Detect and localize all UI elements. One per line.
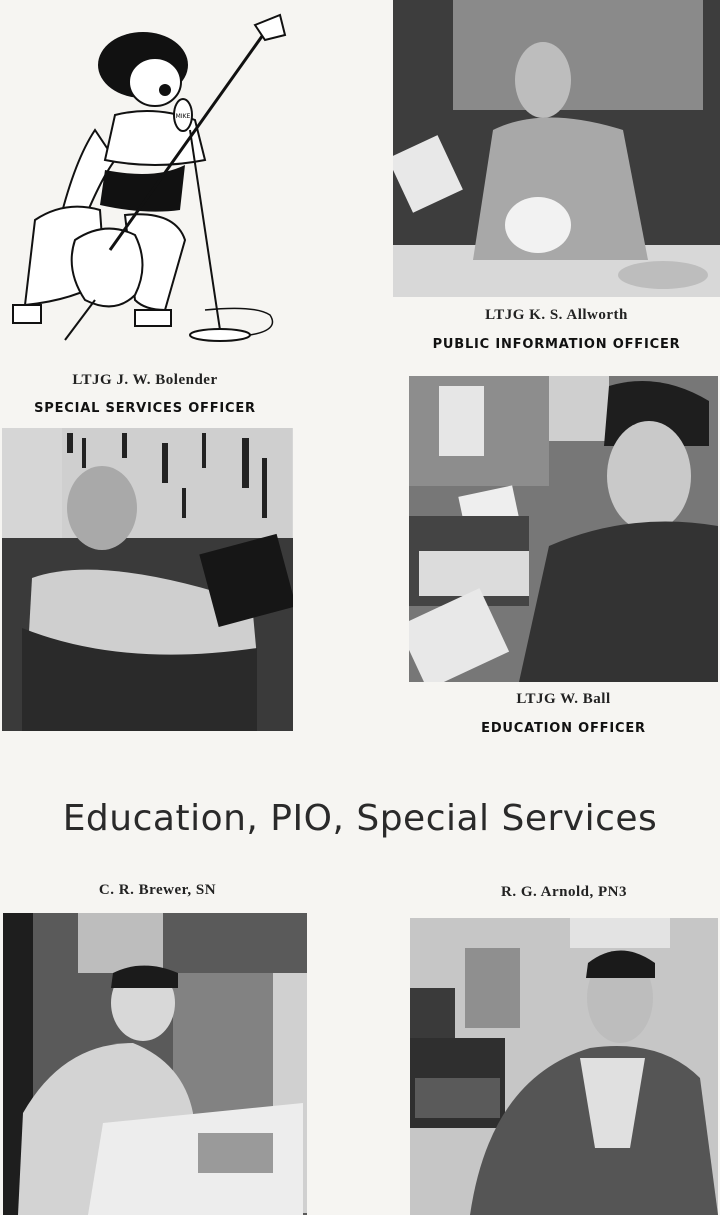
cartoon-singer-svg <box>5 10 295 345</box>
officer-name-ball: LTJG W. Ball <box>516 691 611 707</box>
photo-ball <box>409 376 718 682</box>
officer-name-bolender: LTJG J. W. Bolender <box>72 372 218 388</box>
officer-title-ball: EDUCATION OFFICER <box>481 721 646 736</box>
cartoon-singer-illustration <box>5 10 295 345</box>
photo-arnold <box>410 918 718 1215</box>
photo-bolender <box>2 428 293 731</box>
officer-name-allworth: LTJG K. S. Allworth <box>485 307 628 323</box>
officer-title-allworth: PUBLIC INFORMATION OFFICER <box>432 337 681 352</box>
page-heading: Education, PIO, Special Services <box>62 798 658 839</box>
officer-title-bolender: SPECIAL SERVICES OFFICER <box>34 401 256 416</box>
enlisted-name-brewer: C. R. Brewer, SN <box>98 882 217 898</box>
photo-brewer <box>3 913 307 1215</box>
enlisted-name-arnold: R. G. Arnold, PN3 <box>500 884 627 900</box>
microphone-label: MIKE <box>175 113 191 120</box>
photo-allworth <box>393 0 720 297</box>
